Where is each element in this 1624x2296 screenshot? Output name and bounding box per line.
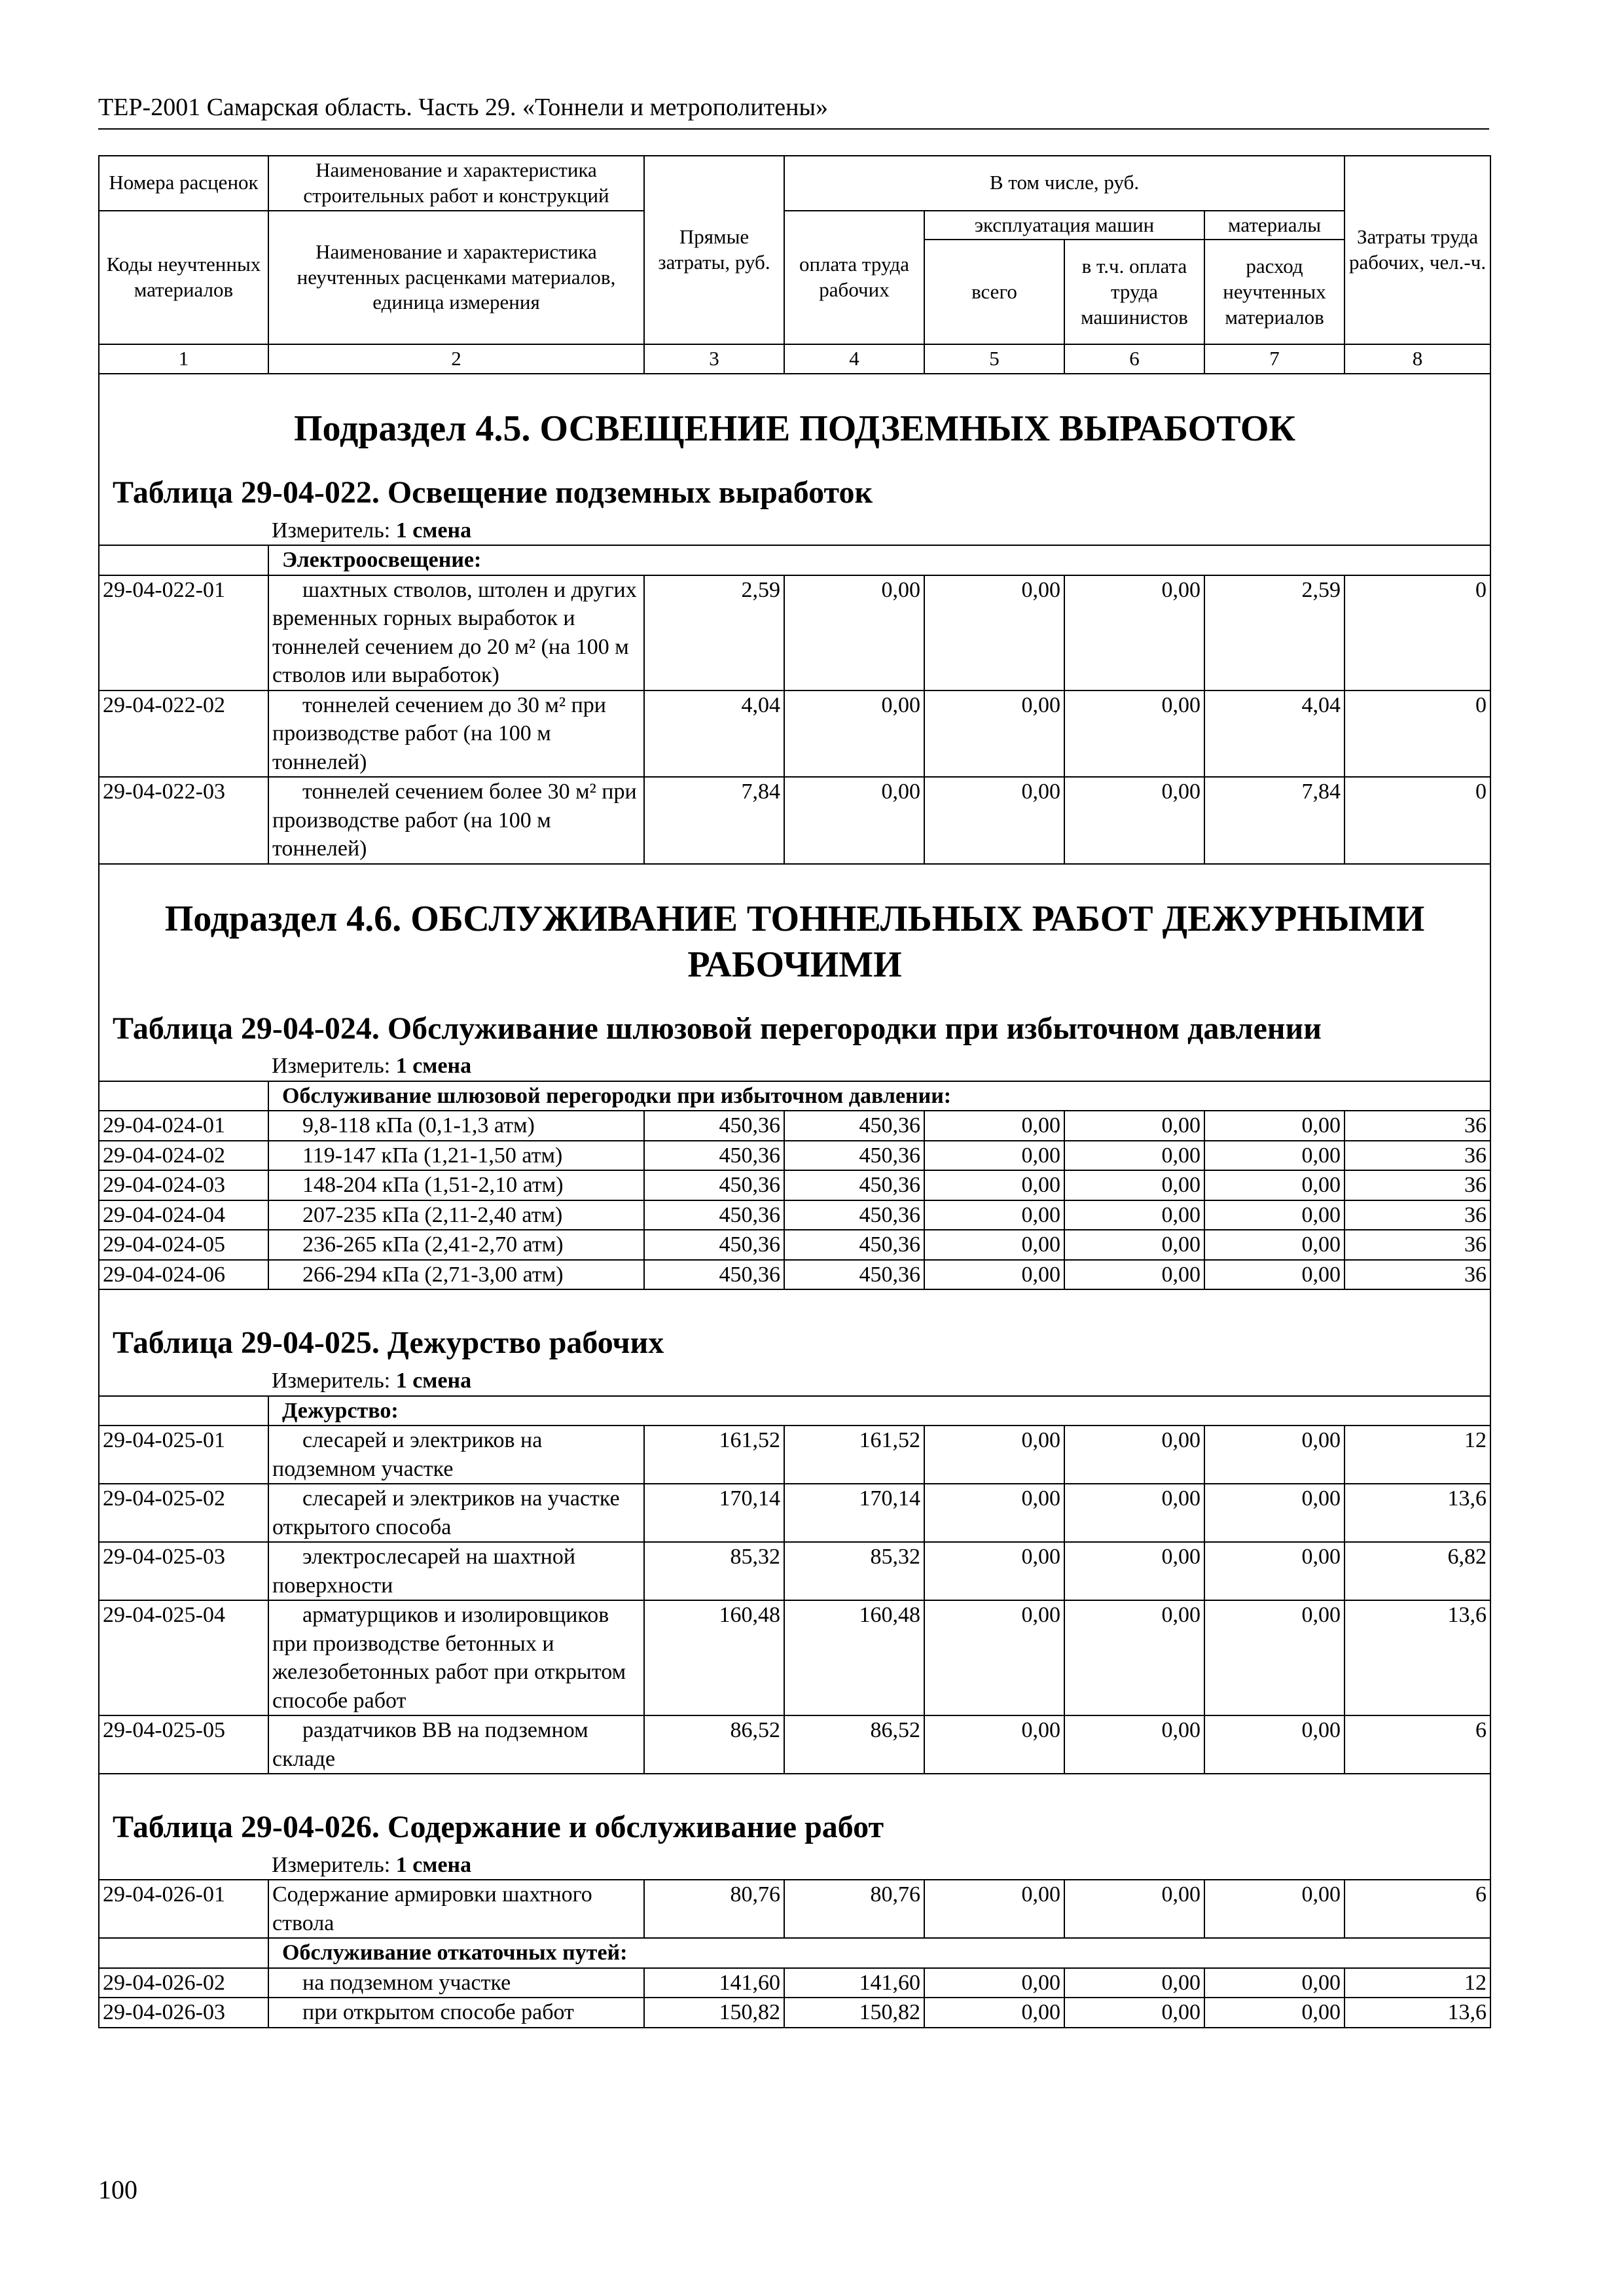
worker-pay: 170,14 — [784, 1484, 924, 1542]
machines-total: 0,00 — [924, 1230, 1064, 1260]
worker-pay: 0,00 — [784, 575, 924, 691]
direct-cost: 150,82 — [644, 1998, 784, 2028]
rate-code: 29-04-026-01 — [99, 1880, 268, 1938]
machinist-pay: 0,00 — [1064, 1880, 1204, 1938]
table-row — [99, 1230, 1490, 1260]
labor-hours: 36 — [1344, 1170, 1490, 1200]
machines-total: 0,00 — [924, 1600, 1064, 1715]
rate-code: 29-04-022-01 — [99, 575, 268, 691]
materials: 0,00 — [1204, 1998, 1344, 2028]
measure-label: Измеритель: — [272, 1852, 391, 1877]
machines-total: 0,00 — [924, 1111, 1064, 1141]
col-num: 1 — [99, 344, 268, 374]
materials: 0,00 — [1204, 1170, 1344, 1200]
measure-value: 1 смена — [395, 1369, 472, 1393]
direct-cost: 160,48 — [644, 1600, 784, 1715]
table-row — [99, 1170, 1490, 1200]
direct-cost: 86,52 — [644, 1715, 784, 1774]
materials: 0,00 — [1204, 1111, 1344, 1141]
worker-pay: 450,36 — [784, 1170, 924, 1200]
col-num: 7 — [1204, 344, 1344, 374]
materials: 2,59 — [1204, 575, 1344, 691]
rate-name: при открытом способе работ — [268, 1998, 644, 2028]
rate-name: шахтных стволов, штолен и других временных горных выработок и тоннелей сечением до 20 м² (на 100 м стволов или выработок) — [268, 575, 644, 691]
rate-name: 119-147 кПа (1,21-1,50 атм) — [268, 1141, 644, 1171]
labor-hours: 36 — [1344, 1260, 1490, 1290]
col-num: 5 — [924, 344, 1064, 374]
rate-name: 207-235 кПа (2,11-2,40 атм) — [268, 1200, 644, 1230]
machinist-pay: 0,00 — [1064, 1968, 1204, 1998]
th-material-name: Наименование и характеристика неучтенных расценками материалов, единица измерения — [268, 211, 644, 345]
machinist-pay: 0,00 — [1064, 1426, 1204, 1484]
th-materials: материалы — [1204, 211, 1344, 240]
machines-total: 0,00 — [924, 1200, 1064, 1230]
rate-code: 29-04-025-04 — [99, 1600, 268, 1715]
materials: 0,00 — [1204, 1880, 1344, 1938]
labor-hours: 13,6 — [1344, 1484, 1490, 1542]
rate-name: 236-265 кПа (2,41-2,70 атм) — [268, 1230, 644, 1260]
direct-cost: 450,36 — [644, 1230, 784, 1260]
rate-code: 29-04-024-05 — [99, 1230, 268, 1260]
rate-code: 29-04-022-02 — [99, 691, 268, 778]
machines-total: 0,00 — [924, 1141, 1064, 1171]
worker-pay: 450,36 — [784, 1141, 924, 1171]
measure-value: 1 смена — [395, 1054, 472, 1079]
direct-cost: 85,32 — [644, 1542, 784, 1600]
machinist-pay: 0,00 — [1064, 1260, 1204, 1290]
rate-name: арматурщиков и изолировщиков при производстве бетонных и железобетонных работ при открытом способе работ — [268, 1600, 644, 1715]
machinist-pay: 0,00 — [1064, 1998, 1204, 2028]
worker-pay: 450,36 — [784, 1111, 924, 1141]
worker-pay: 0,00 — [784, 777, 924, 864]
materials: 0,00 — [1204, 1968, 1344, 1998]
table-row — [99, 1998, 1490, 2028]
group-label: Обслуживание шлюзовой перегородки при избыточном давлении: — [268, 1081, 1490, 1111]
materials: 0,00 — [1204, 1542, 1344, 1600]
col-num: 8 — [1344, 344, 1490, 374]
machinist-pay: 0,00 — [1064, 1600, 1204, 1715]
group-label: Обслуживание откаточных путей: — [268, 1938, 1490, 1968]
rate-code: 29-04-026-03 — [99, 1998, 268, 2028]
table-title: Таблица 29-04-026. Содержание и обслуживание работ — [113, 1810, 884, 1845]
labor-hours: 6,82 — [1344, 1542, 1490, 1600]
measure-value: 1 смена — [395, 518, 472, 543]
rate-code: 29-04-026-02 — [99, 1968, 268, 1998]
table-row — [99, 691, 1490, 778]
machines-total: 0,00 — [924, 1484, 1064, 1542]
table-row — [99, 1141, 1490, 1171]
rate-code: 29-04-025-02 — [99, 1484, 268, 1542]
worker-pay: 450,36 — [784, 1260, 924, 1290]
direct-cost: 2,59 — [644, 575, 784, 691]
worker-pay: 450,36 — [784, 1200, 924, 1230]
machinist-pay: 0,00 — [1064, 777, 1204, 864]
materials: 0,00 — [1204, 1230, 1344, 1260]
machines-total: 0,00 — [924, 777, 1064, 864]
labor-hours: 13,6 — [1344, 1600, 1490, 1715]
table-row — [99, 1484, 1490, 1542]
rate-code: 29-04-025-03 — [99, 1542, 268, 1600]
materials: 0,00 — [1204, 1426, 1344, 1484]
labor-hours: 0 — [1344, 691, 1490, 778]
th-unaccounted-materials: расход неучтенных материалов — [1204, 240, 1344, 344]
machines-total: 0,00 — [924, 1880, 1064, 1938]
rate-code: 29-04-024-02 — [99, 1141, 268, 1171]
group-label: Дежурство: — [268, 1396, 1490, 1426]
machinist-pay: 0,00 — [1064, 1141, 1204, 1171]
machinist-pay: 0,00 — [1064, 575, 1204, 691]
materials: 0,00 — [1204, 1600, 1344, 1715]
direct-cost: 450,36 — [644, 1111, 784, 1141]
worker-pay: 150,82 — [784, 1998, 924, 2028]
col-num: 4 — [784, 344, 924, 374]
rate-code: 29-04-025-05 — [99, 1715, 268, 1774]
running-header: ТЕР-2001 Самарская область. Часть 29. «Тоннели и метрополитены» — [98, 93, 1489, 130]
rate-code: 29-04-022-03 — [99, 777, 268, 864]
group-label: Электроосвещение: — [268, 545, 1490, 575]
rate-name: раздатчиков ВВ на подземном складе — [268, 1715, 644, 1774]
direct-cost: 450,36 — [644, 1141, 784, 1171]
worker-pay: 80,76 — [784, 1880, 924, 1938]
rate-name: 266-294 кПа (2,71-3,00 атм) — [268, 1260, 644, 1290]
direct-cost: 141,60 — [644, 1968, 784, 1998]
machinist-pay: 0,00 — [1064, 1170, 1204, 1200]
machinist-pay: 0,00 — [1064, 1230, 1204, 1260]
machines-total: 0,00 — [924, 1998, 1064, 2028]
rate-name: электрослесарей на шахтной поверхности — [268, 1542, 644, 1600]
direct-cost: 170,14 — [644, 1484, 784, 1542]
th-worker-pay: оплата труда рабочих — [784, 211, 924, 345]
machines-total: 0,00 — [924, 1968, 1064, 1998]
rate-name: на подземном участке — [268, 1968, 644, 1998]
col-num: 6 — [1064, 344, 1204, 374]
th-direct-costs: Прямые затраты, руб. — [644, 156, 784, 344]
materials: 0,00 — [1204, 1200, 1344, 1230]
table-row — [99, 1111, 1490, 1141]
direct-cost: 80,76 — [644, 1880, 784, 1938]
labor-hours: 6 — [1344, 1880, 1490, 1938]
rate-name: слесарей и электриков на участке открытого способа — [268, 1484, 644, 1542]
rate-code: 29-04-025-01 — [99, 1426, 268, 1484]
machines-total: 0,00 — [924, 1426, 1064, 1484]
table-row — [99, 1200, 1490, 1230]
th-machines-total: всего — [924, 240, 1064, 344]
materials: 7,84 — [1204, 777, 1344, 864]
rate-name: Содержание армировки шахтного ствола — [268, 1880, 644, 1938]
materials: 4,04 — [1204, 691, 1344, 778]
direct-cost: 450,36 — [644, 1200, 784, 1230]
subsection-title: Подраздел 4.6. ОБСЛУЖИВАНИЕ ТОННЕЛЬНЫХ РАБОТ ДЕЖУРНЫМИ РАБОЧИМИ — [164, 898, 1425, 985]
rate-code: 29-04-024-01 — [99, 1111, 268, 1141]
table-row — [99, 1426, 1490, 1484]
machinist-pay: 0,00 — [1064, 1715, 1204, 1774]
table-title: Таблица 29-04-022. Освещение подземных выработок — [113, 475, 873, 510]
subsection-title: Подраздел 4.5. ОСВЕЩЕНИЕ ПОДЗЕМНЫХ ВЫРАБОТОК — [294, 408, 1296, 449]
machines-total: 0,00 — [924, 575, 1064, 691]
table-row — [99, 777, 1490, 864]
machines-total: 0,00 — [924, 1542, 1064, 1600]
measure-label: Измеритель: — [272, 518, 391, 543]
labor-hours: 0 — [1344, 575, 1490, 691]
worker-pay: 86,52 — [784, 1715, 924, 1774]
machines-total: 0,00 — [924, 691, 1064, 778]
measure-label: Измеритель: — [272, 1054, 391, 1079]
worker-pay: 160,48 — [784, 1600, 924, 1715]
worker-pay: 141,60 — [784, 1968, 924, 1998]
machinist-pay: 0,00 — [1064, 1484, 1204, 1542]
table-title: Таблица 29-04-025. Дежурство рабочих — [113, 1325, 664, 1361]
rate-name: слесарей и электриков на подземном участке — [268, 1426, 644, 1484]
labor-hours: 36 — [1344, 1200, 1490, 1230]
machinist-pay: 0,00 — [1064, 1111, 1204, 1141]
materials: 0,00 — [1204, 1260, 1344, 1290]
machinist-pay: 0,00 — [1064, 1542, 1204, 1600]
table-row — [99, 1600, 1490, 1715]
worker-pay: 0,00 — [784, 691, 924, 778]
table-row — [99, 1715, 1490, 1774]
machinist-pay: 0,00 — [1064, 691, 1204, 778]
table-row — [99, 1542, 1490, 1600]
rate-code: 29-04-024-03 — [99, 1170, 268, 1200]
labor-hours: 36 — [1344, 1111, 1490, 1141]
rate-name: 148-204 кПа (1,51-2,10 атм) — [268, 1170, 644, 1200]
materials: 0,00 — [1204, 1484, 1344, 1542]
page-number: 100 — [98, 2175, 137, 2204]
th-including: В том числе, руб. — [784, 156, 1344, 211]
th-name: Наименование и характеристика строительных работ и конструкций — [268, 156, 644, 211]
direct-cost: 161,52 — [644, 1426, 784, 1484]
labor-hours: 13,6 — [1344, 1998, 1490, 2028]
labor-hours: 0 — [1344, 777, 1490, 864]
table-title: Таблица 29-04-024. Обслуживание шлюзовой перегородки при избыточном давлении — [113, 1011, 1322, 1046]
labor-hours: 12 — [1344, 1968, 1490, 1998]
direct-cost: 450,36 — [644, 1260, 784, 1290]
table-row — [99, 1968, 1490, 1998]
labor-hours: 36 — [1344, 1141, 1490, 1171]
machinist-pay: 0,00 — [1064, 1200, 1204, 1230]
worker-pay: 450,36 — [784, 1230, 924, 1260]
machines-total: 0,00 — [924, 1260, 1064, 1290]
table-row — [99, 1260, 1490, 1290]
measure-label: Измеритель: — [272, 1369, 391, 1393]
rates-table — [98, 155, 1491, 2028]
direct-cost: 450,36 — [644, 1170, 784, 1200]
worker-pay: 161,52 — [784, 1426, 924, 1484]
th-codes: Номера расценок — [99, 156, 268, 211]
machines-total: 0,00 — [924, 1170, 1064, 1200]
table-row — [99, 575, 1490, 691]
labor-hours: 36 — [1344, 1230, 1490, 1260]
table-row — [99, 1880, 1490, 1938]
materials: 0,00 — [1204, 1715, 1344, 1774]
rate-code: 29-04-024-06 — [99, 1260, 268, 1290]
materials: 0,00 — [1204, 1141, 1344, 1171]
rate-name: 9,8-118 кПа (0,1-1,3 атм) — [268, 1111, 644, 1141]
worker-pay: 85,32 — [784, 1542, 924, 1600]
labor-hours: 6 — [1344, 1715, 1490, 1774]
th-machines: эксплуатация машин — [924, 211, 1204, 240]
machines-total: 0,00 — [924, 1715, 1064, 1774]
col-num: 2 — [268, 344, 644, 374]
th-machinist-pay: в т.ч. оплата труда машинистов — [1064, 240, 1204, 344]
rate-code: 29-04-024-04 — [99, 1200, 268, 1230]
rate-name: тоннелей сечением до 30 м² при производстве работ (на 100 м тоннелей) — [268, 691, 644, 778]
th-labor: Затраты труда рабочих, чел.-ч. — [1344, 156, 1490, 344]
labor-hours: 12 — [1344, 1426, 1490, 1484]
rate-name: тоннелей сечением более 30 м² при производстве работ (на 100 м тоннелей) — [268, 777, 644, 864]
col-num: 3 — [644, 344, 784, 374]
direct-cost: 4,04 — [644, 691, 784, 778]
measure-value: 1 смена — [395, 1852, 472, 1877]
direct-cost: 7,84 — [644, 777, 784, 864]
th-material-codes: Коды неучтенных материалов — [99, 211, 268, 345]
